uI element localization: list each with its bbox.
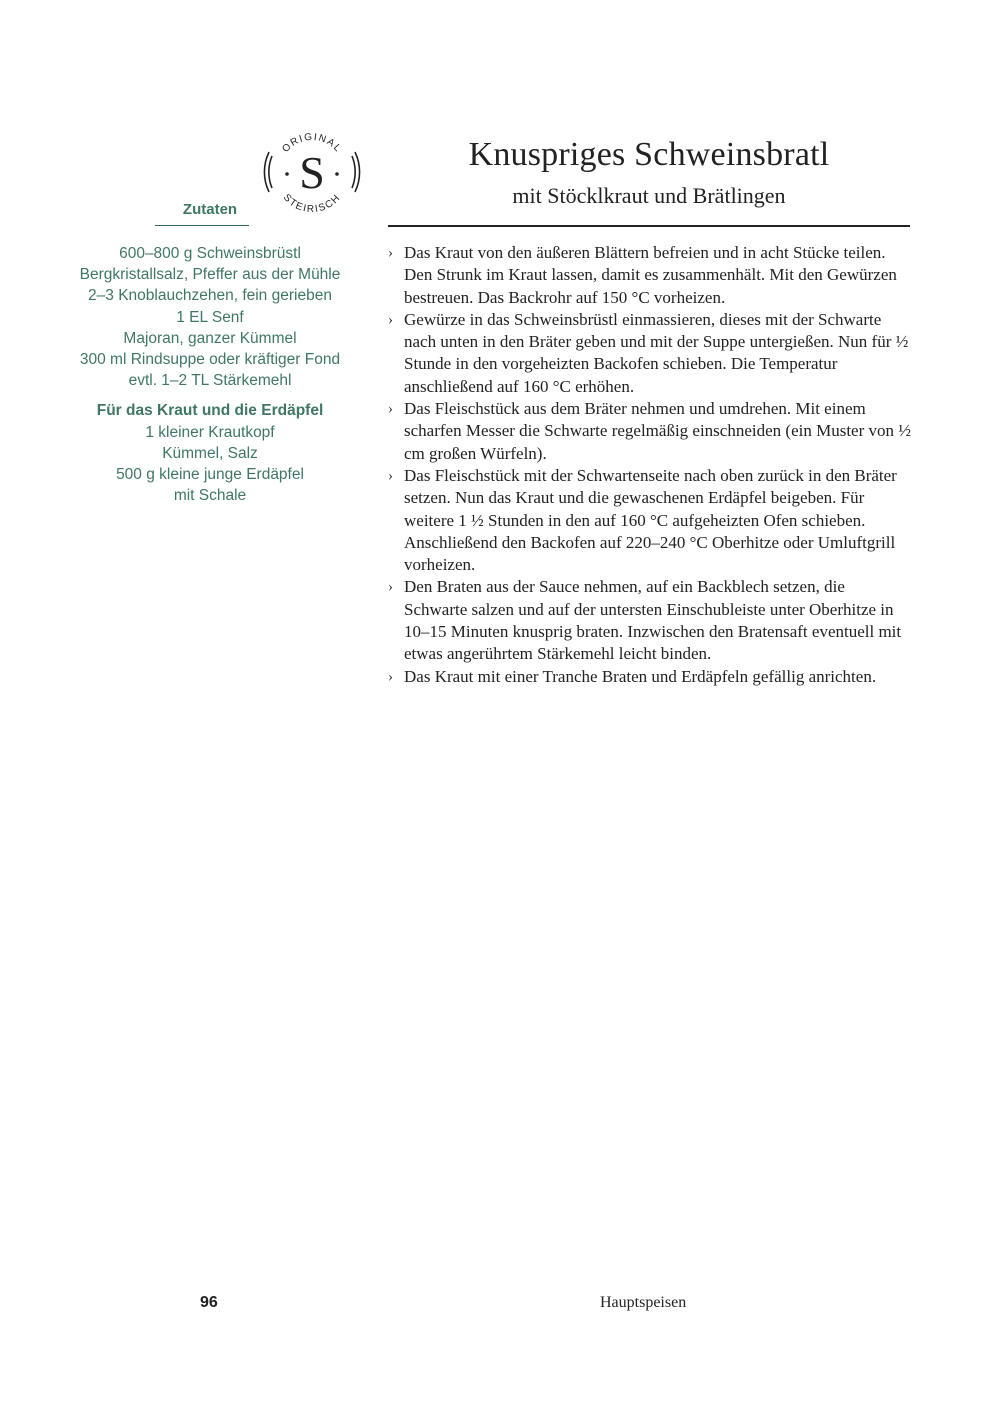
ingredient-item: mit Schale bbox=[173, 487, 247, 505]
ingredient-item: Majoran, ganzer Kümmel bbox=[123, 329, 297, 347]
preparation-steps bbox=[388, 242, 912, 688]
step-text: Das Kraut von den äußeren Blättern befreien und in acht Stücke teilen. Den Strunk im Kraut lassen, damit es zusammenhält. Mit den Gewürzen bestreuen. Das Backrohr auf 150 °C vorheizen. bbox=[404, 243, 897, 307]
step-text: Gewürze in das Schweinsbrüstl einmassieren, dieses mit der Schwarte nach unten in den Bräter geben und mit der Suppe untergießen. Nun für ½ Stunde in den vorgeheizten Backofen schieben. Die Temperatur anschließend auf 160 °C erhöhen. bbox=[404, 309, 909, 396]
preparation-step bbox=[388, 576, 912, 665]
ingredients-subheading: Für das Kraut und die Erdäpfel bbox=[96, 402, 324, 420]
step-text: Den Braten aus der Sauce nehmen, auf ein Backblech setzen, die Schwarte salzen und auf der untersten Einschubleiste unter Oberhitze in 10–15 Minuten knusprig braten. Inzwischen den Bratensaft eventuell mit etwas angerührtem Stärkemehl leicht binden. bbox=[404, 577, 902, 664]
original-steirisch-logo bbox=[262, 122, 362, 222]
ingredients-heading: Zutaten bbox=[182, 201, 238, 218]
ingredient-item: Kümmel, Salz bbox=[162, 444, 258, 462]
ingredient-item: 500 g kleine junge Erdäpfel bbox=[116, 466, 304, 484]
preparation-step bbox=[388, 465, 912, 576]
ingredients-heading-divider bbox=[155, 225, 249, 226]
ingredient-item: 600–800 g Schweinsbrüstl bbox=[119, 245, 301, 262]
ingredient-item: 2–3 Knoblauchzehen, fein gerieben bbox=[88, 287, 332, 305]
step-text: Das Fleischstück aus dem Bräter nehmen und umdrehen. Mit einem scharfen Messer die Schwarte regelmäßig einschneiden (ein Muster von ½ cm großen Würfeln). bbox=[404, 399, 911, 463]
chevron-right-icon: › bbox=[388, 668, 393, 685]
recipe-subtitle: mit Stöcklkraut und Brätlingen bbox=[512, 183, 786, 208]
page-number: 96 bbox=[200, 1294, 218, 1311]
logo-top-text: ORIGINAL bbox=[280, 131, 344, 155]
recipe-title: Knuspriges Schweinsbratl bbox=[468, 136, 830, 173]
chevron-right-icon: › bbox=[388, 467, 393, 484]
section-name: Hauptspeisen bbox=[600, 1294, 687, 1311]
ingredient-item: evtl. 1–2 TL Stärkemehl bbox=[128, 372, 292, 390]
chevron-right-icon: › bbox=[388, 401, 393, 418]
preparation-step bbox=[388, 309, 912, 398]
logo-bottom-text: STEIRISCH bbox=[280, 192, 344, 216]
ingredient-item: 1 kleiner Krautkopf bbox=[145, 423, 275, 441]
step-text: Das Fleischstück mit der Schwartenseite nach oben zurück in den Bräter setzen. Nun das Kraut und die gewaschenen Erdäpfel beigeben. Für weitere 1 ½ Stunden in den auf 160 °C aufgeheizten Ofen schieben. Anschließend den Backofen auf 220–240 °C Oberhitze oder Umluftgrill vorheizen. bbox=[404, 465, 897, 575]
preparation-step bbox=[388, 666, 912, 688]
ingredient-item: 300 ml Rindsuppe oder kräftiger Fond bbox=[79, 351, 341, 369]
preparation-step bbox=[388, 242, 912, 309]
preparation-step bbox=[388, 398, 912, 465]
logo-letter: S bbox=[299, 147, 325, 198]
ingredient-item: Bergkristallsalz, Pfeffer aus der Mühle bbox=[79, 266, 341, 284]
ingredient-item: 1 EL Senf bbox=[176, 308, 244, 326]
chevron-right-icon: › bbox=[388, 311, 393, 328]
ingredients-list bbox=[62, 243, 358, 506]
chevron-right-icon: › bbox=[388, 579, 393, 596]
title-divider bbox=[388, 225, 910, 227]
original-steirisch-seal-icon bbox=[262, 122, 362, 222]
chevron-right-icon: › bbox=[388, 245, 393, 261]
step-text: Das Kraut mit einer Tranche Braten und Erdäpfeln gefällig anrichten. bbox=[404, 666, 877, 686]
